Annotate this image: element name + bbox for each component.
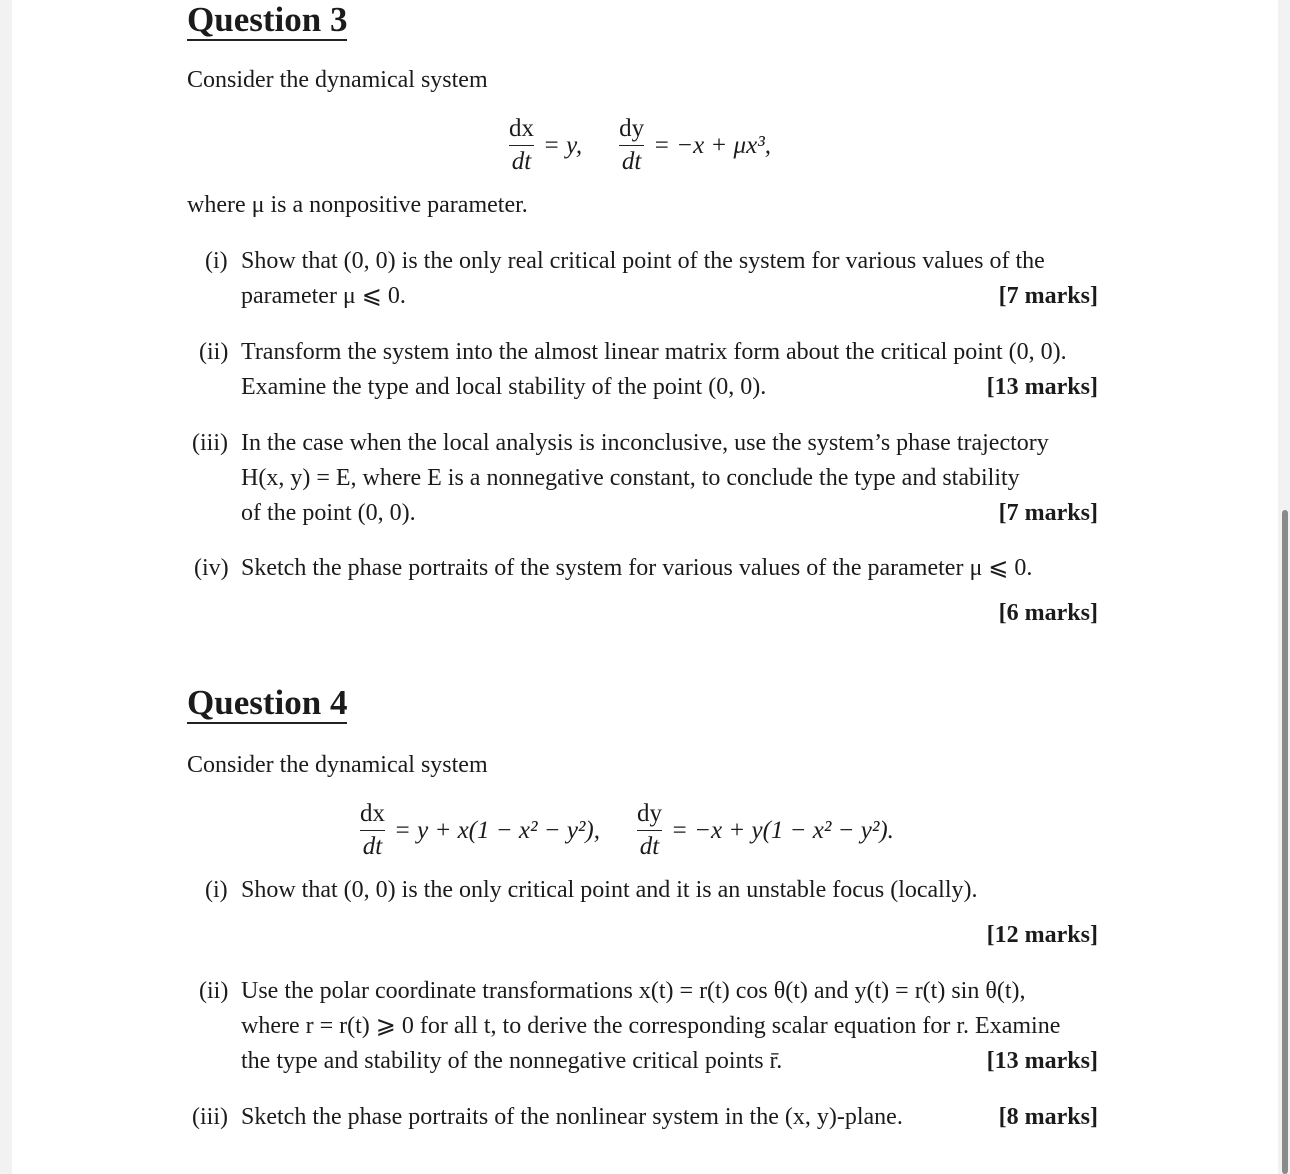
part-text: In the case when the local analysis is inconclusive, use the system’s phase trajectory [241, 430, 1049, 456]
question-3-equation [500, 116, 771, 176]
part-text: Sketch the phase portraits of the system for various values of the parameter μ ⩽ 0. [241, 555, 1033, 581]
part-label: (i) [205, 877, 228, 903]
question-4-title: Question 4 [187, 683, 348, 722]
marks-label: [13 marks] [986, 1048, 1098, 1074]
part-text: Use the polar coordinate transformations x(t) = r(t) cos θ(t) and y(t) = r(t) sin θ(t), [241, 978, 1026, 1004]
equation-rhs-1: = y, [543, 131, 583, 159]
part-text: H(x, y) = E, where E is a nonnegative constant, to conclude the type and stability [241, 465, 1020, 491]
dx-dt-fraction: $\frac{dx}{dt}$ [360, 800, 385, 861]
dy-dt-fraction: $\frac{dy}{dt}$ [637, 800, 663, 861]
part-text: Sketch the phase portraits of the nonlinear system in the (x, y)-plane. [241, 1104, 903, 1130]
question-3-intro: Consider the dynamical system [187, 67, 488, 93]
marks-label: [7 marks] [998, 283, 1098, 309]
equation-rhs-2: = −x + μx³, [653, 131, 771, 159]
question-4-equation [351, 801, 894, 861]
part-label: (iii) [192, 430, 228, 456]
dy-dt-fraction: $\frac{dy}{dt}$ [619, 115, 645, 176]
part-text: the type and stability of the nonnegative critical points r̄. [241, 1048, 783, 1074]
part-text: of the point (0, 0). [241, 500, 416, 526]
marks-label: [12 marks] [986, 922, 1098, 948]
vertical-scrollbar-thumb[interactable] [1282, 510, 1288, 1174]
marks-label: [8 marks] [998, 1104, 1098, 1130]
equation-rhs-2: = −x + y(1 − x² − y²). [671, 816, 894, 844]
part-text: where r = r(t) ⩾ 0 for all t, to derive the corresponding scalar equation for r. Examine [241, 1013, 1061, 1039]
part-label: (iv) [194, 555, 229, 581]
part-label: (ii) [199, 978, 229, 1004]
part-text: Examine the type and local stability of the point (0, 0). [241, 374, 767, 400]
marks-label: [7 marks] [998, 500, 1098, 526]
equation-rhs-1: = y + x(1 − x² − y²), [394, 816, 601, 844]
part-text: Show that (0, 0) is the only critical point and it is an unstable focus (locally). [241, 877, 978, 903]
part-text: Transform the system into the almost linear matrix form about the critical point (0, 0). [241, 339, 1067, 365]
question-3-where: where μ is a nonpositive parameter. [187, 192, 528, 218]
part-text: parameter μ ⩽ 0. [241, 283, 406, 309]
question-3-title: Question 3 [187, 0, 348, 39]
marks-label: [6 marks] [998, 600, 1098, 626]
part-text: Show that (0, 0) is the only real critical point of the system for various values of the [241, 248, 1045, 274]
dx-dt-fraction: $\frac{dx}{dt}$ [509, 115, 534, 176]
part-label: (iii) [192, 1104, 228, 1130]
part-label: (i) [205, 248, 228, 274]
marks-label: [13 marks] [986, 374, 1098, 400]
document-page [12, 0, 1278, 1174]
question-4-intro: Consider the dynamical system [187, 752, 488, 778]
part-label: (ii) [199, 339, 229, 365]
